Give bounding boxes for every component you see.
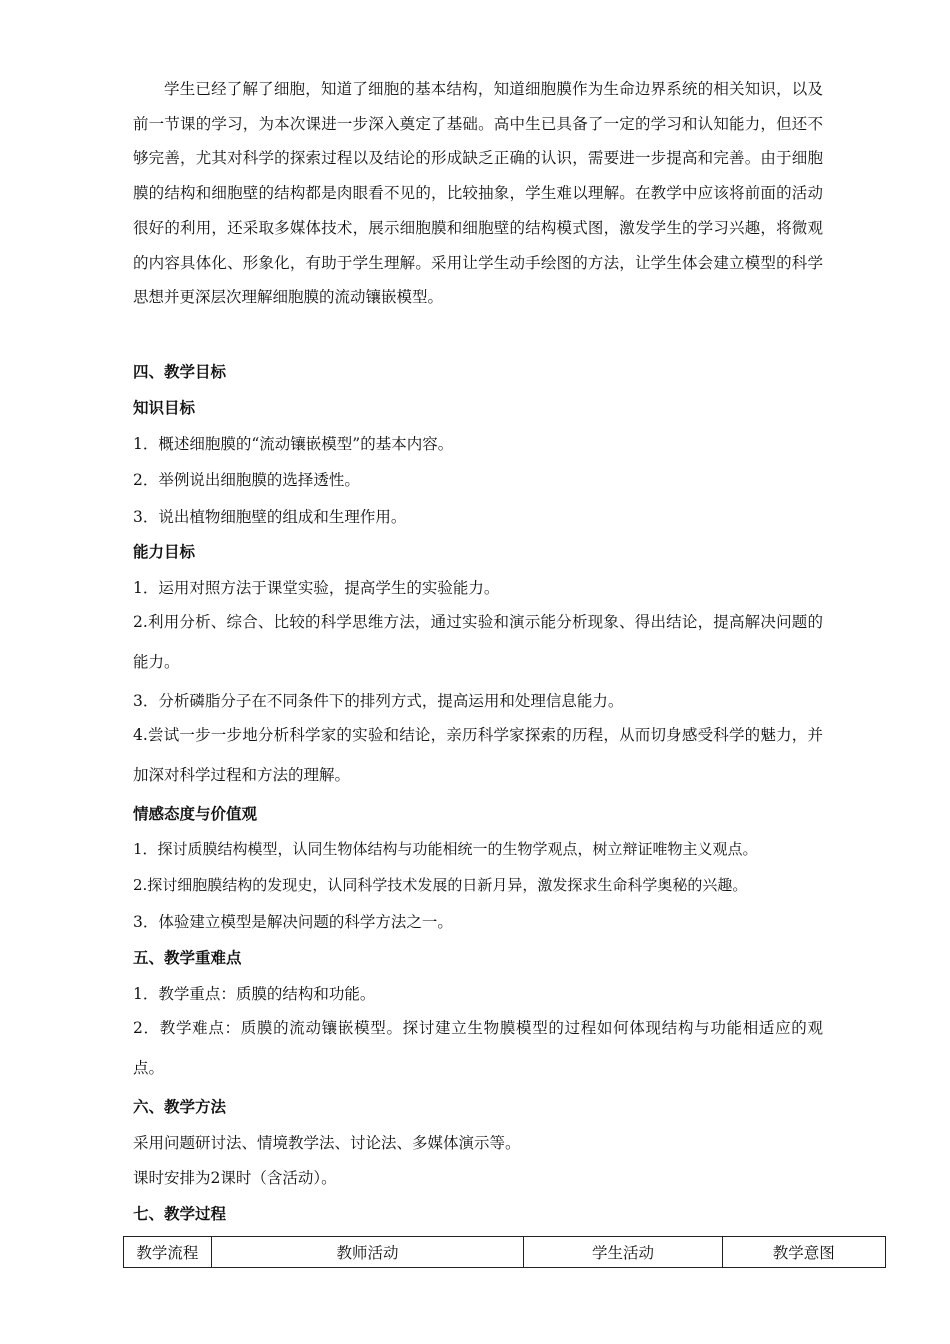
header-teaching-intent: 教学意图: [722, 1237, 885, 1268]
ability-goal-1: 1．运用对照方法于课堂实验，提高学生的实验能力。: [133, 579, 500, 597]
knowledge-goal-2: 2．举例说出细胞膜的选择透性。: [133, 471, 360, 489]
header-student-activity: 学生活动: [524, 1237, 722, 1268]
class-hours: 课时安排为2课时（含活动）。: [133, 1169, 337, 1187]
knowledge-goals-heading: 知识目标: [133, 399, 196, 417]
ability-goals-heading: 能力目标: [133, 543, 196, 561]
intro-paragraph: 学生已经了解了细胞，知道了细胞的基本结构，知道细胞膜作为生命边界系统的相关知识，以及前一节课的学习，为本次课进一步深入奠定了基础。高中生已具备了一定的学习和认知能力，但还不够完善，尤其对科学的探索过程以及结论的形成缺乏正确的认识，需要进一步提高和完善。由于细胞膜的结构和细胞壁的结构都是肉眼看不见的，比较抽象，学生难以理解。在教学中应该将前面的活动很好的利用，还采取多媒体技术，展示细胞膜和细胞壁的结构模式图，激发学生的学习兴趣，将微观的内容具体化、形象化，有助于学生理解。采用让学生动手绘图的方法，让学生体会建立模型的科学思想并更深层次理解细胞膜的流动镶嵌模型。: [133, 80, 823, 307]
header-teaching-flow: 教学流程: [124, 1237, 212, 1268]
knowledge-goal-3: 3．说出植物细胞壁的组成和生理作用。: [133, 508, 407, 526]
difficult-point: 2．教学难点：质膜的流动镶嵌模型。探讨建立生物膜模型的过程如何体现结构与功能相适应的观点。: [133, 1019, 823, 1077]
section-6-heading: 六、教学方法: [133, 1098, 227, 1116]
attitude-goals-heading: 情感态度与价值观: [133, 805, 258, 823]
section-7-heading: 七、教学过程: [133, 1205, 227, 1223]
knowledge-goal-1: 1．概述细胞膜的“流动镶嵌模型”的基本内容。: [133, 435, 454, 453]
header-teacher-activity: 教师活动: [211, 1237, 524, 1268]
ability-goal-3: 3．分析磷脂分子在不同条件下的排列方式，提高运用和处理信息能力。: [133, 692, 624, 710]
teaching-process-table: [123, 1236, 886, 1268]
key-point: 1．教学重点：质膜的结构和功能。: [133, 985, 376, 1003]
attitude-goal-2: 2.探讨细胞膜结构的发现史，认同科学技术发展的日新月异，激发探求生命科学奥秘的兴趣。: [133, 876, 748, 894]
table-header-row: [124, 1237, 886, 1268]
attitude-goal-1: 1．探讨质膜结构模型，认同生物体结构与功能相统一的生物学观点，树立辩证唯物主义观点。: [133, 840, 758, 858]
ability-goal-4: 4.尝试一步一步地分析科学家的实验和结论，亲历科学家探索的历程，从而切身感受科学的魅力，并加深对科学过程和方法的理解。: [133, 726, 823, 784]
teaching-methods: 采用问题研讨法、情境教学法、讨论法、多媒体演示等。: [133, 1134, 521, 1152]
attitude-goal-3: 3．体验建立模型是解决问题的科学方法之一。: [133, 913, 453, 931]
section-5-heading: 五、教学重难点: [133, 949, 242, 967]
section-4-heading: 四、教学目标: [133, 363, 227, 381]
ability-goal-2: 2.利用分析、综合、比较的科学思维方法，通过实验和演示能分析现象、得出结论，提高解决问题的能力。: [133, 613, 823, 671]
